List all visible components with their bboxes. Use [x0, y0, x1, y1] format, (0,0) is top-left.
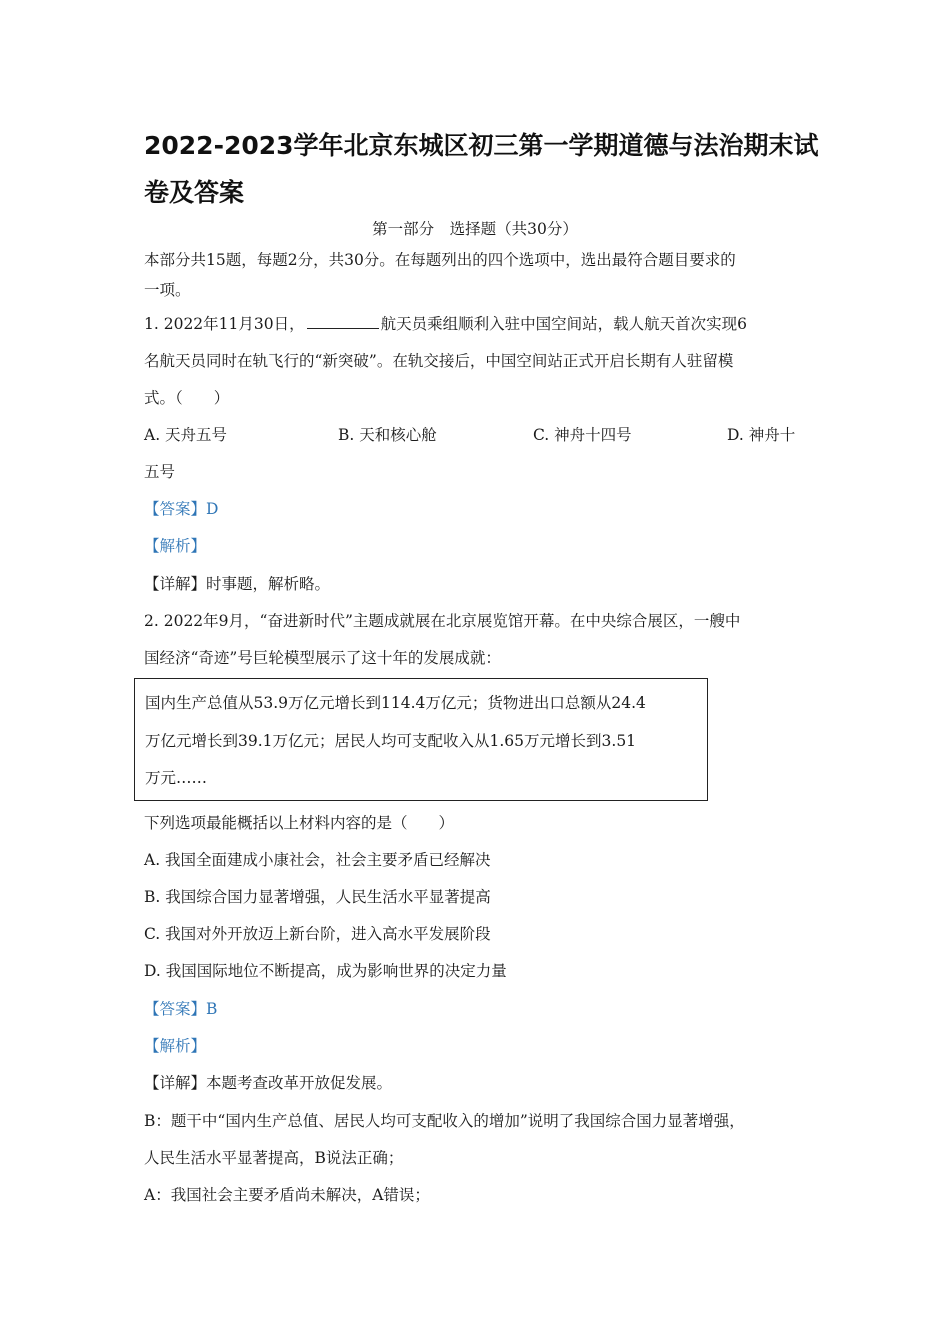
q2-option-b: B. 我国综合国力显著增强，人民生活水平显著提高 — [144, 888, 491, 906]
document-title: 2022-2023学年北京东城区初三第一学期道德与法治期末试卷及答案 — [144, 131, 819, 207]
q1-option-b: B. 天和核心舱 — [338, 426, 437, 444]
q1-stem-line-3: 式。（ ） — [144, 389, 230, 407]
q1-option-d: D. 神舟十 — [727, 426, 796, 444]
q2-option-d: D. 我国国际地位不断提高，成为影响世界的决定力量 — [144, 962, 507, 980]
q1-detail: 【详解】时事题，解析略。 — [144, 575, 331, 593]
q1-option-a: A. 天舟五号 — [144, 426, 228, 444]
q2-material-box — [134, 678, 708, 801]
q2-material-line-3: 万元…… — [145, 769, 208, 787]
q1-answer-text: 【答案】D — [144, 500, 219, 518]
q1-option-c: C. 神舟十四号 — [533, 426, 632, 444]
q2-explain-b-line-2: 人民生活水平显著提高，B说法正确； — [144, 1149, 404, 1167]
q1-analysis-label: 【解析】 — [144, 537, 207, 555]
intro-text-line-2: 一项。 — [144, 281, 191, 299]
q1-fill-blank — [307, 314, 379, 329]
q2-question: 下列选项最能概括以上材料内容的是（ ） — [144, 814, 455, 832]
section-heading: 第一部分 选择题（共30分） — [372, 220, 578, 238]
q2-detail: 【详解】本题考查改革开放促发展。 — [144, 1074, 393, 1092]
q2-explain-b-line-1: B：题干中“国内生产总值、居民人均可支配收入的增加”说明了我国综合国力显著增强， — [144, 1112, 745, 1130]
q2-option-c: C. 我国对外开放迈上新台阶，进入高水平发展阶段 — [144, 925, 491, 943]
q2-material-line-1: 国内生产总值从53.9万亿元增长到114.4万亿元；货物进出口总额从24.4 — [145, 694, 646, 712]
q1-stem-prefix: 1. 2022年11月30日， — [144, 315, 305, 333]
q1-option-d-wrap: 五号 — [144, 463, 176, 481]
q2-option-a: A. 我国全面建成小康社会，社会主要矛盾已经解决 — [144, 851, 491, 869]
q2-stem-line-1: 2. 2022年9月，“奋进新时代”主题成就展在北京展览馆开幕。在中央综合展区，一艘中 — [144, 612, 741, 630]
q2-stem-line-2: 国经济“奇迹”号巨轮模型展示了这十年的发展成就： — [144, 649, 501, 667]
q2-analysis-label: 【解析】 — [144, 1037, 207, 1055]
intro-text-line-1: 本部分共15题，每题2分，共30分。在每题列出的四个选项中，选出最符合题目要求的 — [144, 251, 736, 269]
q1-stem-line-1 — [144, 313, 747, 335]
q2-explain-a: A：我国社会主要矛盾尚未解决，A错误； — [144, 1186, 430, 1204]
q2-material-line-2: 万亿元增长到39.1万亿元；居民人均可支配收入从1.65万元增长到3.51 — [145, 732, 637, 750]
q1-stem-line-2: 名航天员同时在轨飞行的“新突破”。在轨交接后，中国空间站正式开启长期有人驻留模 — [144, 352, 734, 370]
q1-stem-suffix: 航天员乘组顺利入驻中国空间站，载人航天首次实现6 — [380, 315, 747, 333]
q2-answer-text: 【答案】B — [144, 1000, 218, 1018]
q1-answer-label — [144, 498, 218, 520]
